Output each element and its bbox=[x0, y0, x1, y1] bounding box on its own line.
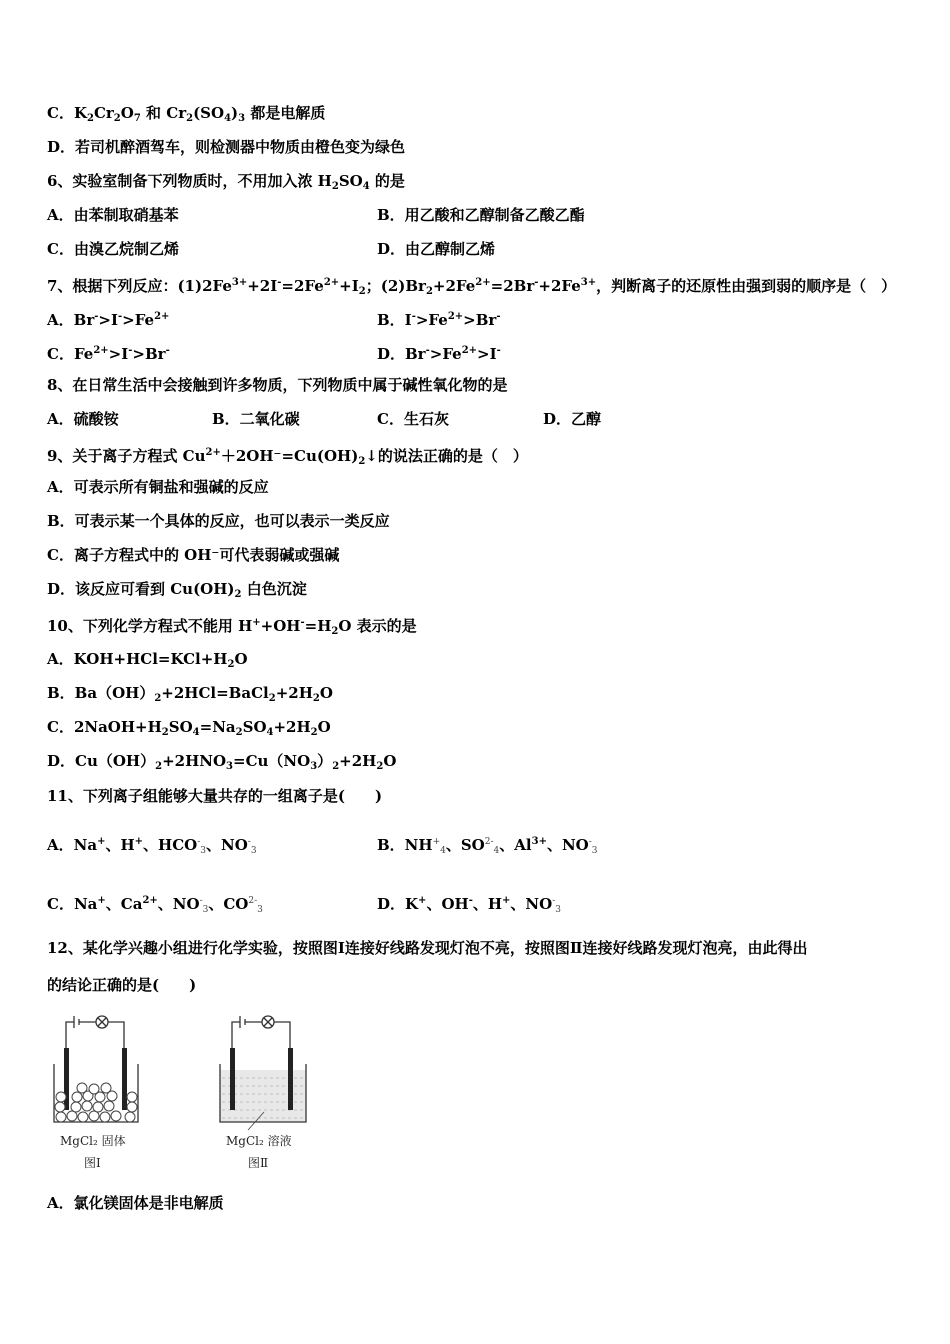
question-10: 10、下列化学方程式不能用 $H^++OH^-=H_2O$ 表示的是 bbox=[47, 617, 417, 637]
question-12-cont: 的结论正确的是( ) bbox=[47, 976, 197, 994]
figure-1-caption: 图Ⅰ bbox=[84, 1156, 101, 1170]
question-6: 6、实验室制备下列物质时，不用加入浓 $H_2SO_4$ 的是 bbox=[47, 172, 405, 192]
q9-option-c: C．离子方程式中的 OH⁻可代表弱碱或强碱 bbox=[47, 546, 340, 564]
question-8: 8、在日常生活中会接触到许多物质，下列物质中属于碱性氧化物的是 bbox=[47, 376, 508, 394]
q6-option-b: B．用乙酸和乙醇制备乙酸乙酯 bbox=[377, 206, 585, 224]
q10-option-a: A．$KOH+HCl=KCl+H_2O$ bbox=[47, 650, 248, 670]
q10-option-d: D．$Cu(OH)_2+2HNO_3=Cu(NO_3)_2+2H_2O$ bbox=[47, 752, 397, 772]
q5-option-c: C．$K_2Cr_2O_7$ 和 $Cr_2(SO_4)_3$ 都是电解质 bbox=[47, 104, 326, 124]
q5-option-d: D．若司机醉酒驾车，则检测器中物质由橙色变为绿色 bbox=[47, 138, 406, 156]
q8-option-c: C．生石灰 bbox=[377, 410, 449, 428]
q9-option-d: D．该反应可看到 $Cu(OH)_2$ 白色沉淀 bbox=[47, 580, 307, 600]
figure-2 bbox=[208, 1012, 314, 1172]
q12-option-a: A．氯化镁固体是非电解质 bbox=[47, 1194, 224, 1212]
figure-1-label: MgCl₂ 固体 bbox=[60, 1134, 126, 1148]
q8-option-b: B．二氧化碳 bbox=[212, 410, 300, 428]
q7-option-c: C．$Fe^{2+}>I^->Br^-$ bbox=[47, 345, 170, 363]
q7-option-b: B．$I^->Fe^{2+}>Br^-$ bbox=[377, 311, 501, 329]
q9-option-a: A．可表示所有铜盐和强碱的反应 bbox=[47, 478, 269, 496]
circuit-diagram-solution bbox=[208, 1012, 314, 1137]
figure-2-caption: 图Ⅱ bbox=[248, 1156, 269, 1170]
q11-option-b: B．$NH^+_4$、$SO^{2-}_4$、$Al^{3+}$、$NO^-_3$ bbox=[377, 836, 598, 856]
question-12: 12、某化学兴趣小组进行化学实验，按照图Ⅰ连接好线路发现灯泡不亮，按照图Ⅱ连接好线路发现灯泡亮，由此得出 bbox=[47, 939, 808, 957]
q9-option-b: B．可表示某一个具体的反应，也可以表示一类反应 bbox=[47, 512, 390, 530]
q11-option-a: A．Na+、H+、$HCO^-_3$、$NO^-_3$ bbox=[47, 836, 257, 856]
q11-option-c: C．Na+、$Ca^{2+}$、$NO^-_3$、$CO^{2-}_3$ bbox=[47, 895, 263, 915]
q8-option-d: D．乙醇 bbox=[543, 410, 602, 428]
q10-option-c: C．$2NaOH+H_2SO_4=Na_2SO_4+2H_2O$ bbox=[47, 718, 331, 738]
question-11: 11、下列离子组能够大量共存的一组离子是( ) bbox=[47, 787, 383, 805]
q6-option-d: D．由乙醇制乙烯 bbox=[377, 240, 496, 258]
q6-option-a: A．由苯制取硝基苯 bbox=[47, 206, 179, 224]
question-9: 9、关于离子方程式 $Cu^{2+}+2OH^-=Cu(OH)_2↓$的说法正确的是（ ） bbox=[47, 447, 528, 467]
figure-2-label: MgCl₂ 溶液 bbox=[226, 1134, 292, 1148]
circuit-diagram-solid bbox=[46, 1012, 152, 1137]
q11-option-d: D．K+、OH-、H+、$NO^-_3$ bbox=[377, 895, 561, 915]
q7-option-a: A．$Br^->I^->Fe^{2+}$ bbox=[47, 311, 170, 329]
q8-option-a: A．硫酸铵 bbox=[47, 410, 119, 428]
q7-option-d: D．$Br^->Fe^{2+}>I^-$ bbox=[377, 345, 501, 363]
figure-1 bbox=[46, 1012, 152, 1172]
q6-option-c: C．由溴乙烷制乙烯 bbox=[47, 240, 179, 258]
q10-option-b: B．$Ba(OH)_2+2HCl=BaCl_2+2H_2O$ bbox=[47, 684, 333, 704]
question-7: 7、根据下列反应：$(1)2Fe^{3+}+2I^-=2Fe^{2+}+I_2$；$(2)Br_2+2Fe^{2+}=2Br^-+2Fe^{3+}$，判断离子的还原性由强到弱的顺序是（ ） bbox=[47, 277, 897, 297]
